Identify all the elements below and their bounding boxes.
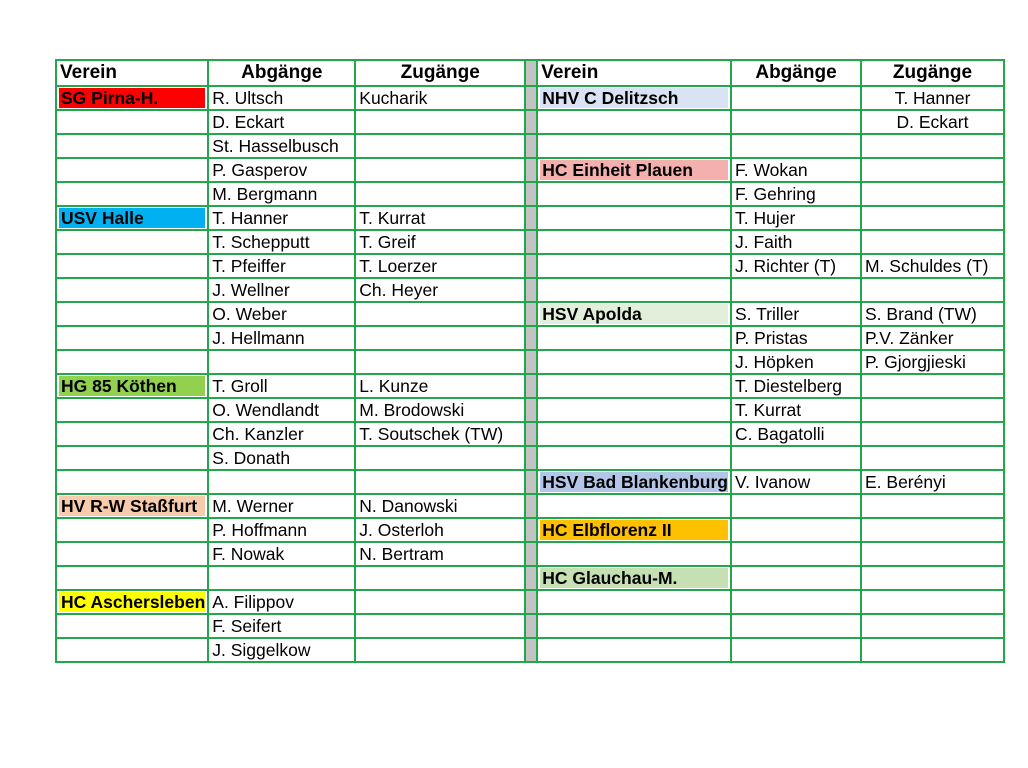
column-divider [525,590,537,614]
right-zugang-cell: E. Berényi [861,470,1004,494]
right-verein-cell [537,494,731,518]
club-label: HC Glauchau-M. [540,568,728,588]
left-abgang-cell [208,566,355,590]
transfer-table [55,59,1005,663]
header-row [56,60,1004,86]
column-divider [525,134,537,158]
right-verein-cell [537,542,731,566]
column-divider [525,422,537,446]
right-abgang-cell: T. Hujer [731,206,861,230]
left-zugang-cell: M. Brodowski [355,398,525,422]
right-verein-cell [537,230,731,254]
column-divider [525,326,537,350]
table-row [56,422,1004,446]
left-verein-cell [56,470,208,494]
left-verein-cell [56,614,208,638]
column-divider [525,278,537,302]
left-zugang-cell [355,470,525,494]
left-zugang-cell: L. Kunze [355,374,525,398]
right-abgang-cell [731,590,861,614]
table-row [56,350,1004,374]
club-label: HG 85 Köthen [59,376,205,396]
right-verein-cell [537,638,731,662]
right-verein-cell [537,518,731,542]
club-label: SG Pirna-H. [59,88,205,108]
right-abgang-cell: J. Richter (T) [731,254,861,278]
right-zugang-cell: P.V. Zänker [861,326,1004,350]
table-row [56,398,1004,422]
left-verein-cell [56,350,208,374]
right-abgang-cell [731,278,861,302]
column-divider [525,638,537,662]
column-divider [525,542,537,566]
left-verein-cell [56,206,208,230]
left-verein-cell [56,86,208,110]
left-abgang-cell: S. Donath [208,446,355,470]
right-zugang-cell: P. Gjorgjieski [861,350,1004,374]
right-zugang-cell [861,422,1004,446]
right-abgang-cell [731,110,861,134]
right-verein-cell [537,254,731,278]
left-verein-cell [56,494,208,518]
left-abgang-cell: M. Werner [208,494,355,518]
header-abgaenge-left: Abgänge [208,60,355,86]
left-verein-cell [56,422,208,446]
table-row [56,566,1004,590]
left-zugang-cell [355,134,525,158]
table-row [56,590,1004,614]
left-zugang-cell [355,326,525,350]
left-abgang-cell: R. Ultsch [208,86,355,110]
right-verein-cell [537,134,731,158]
left-verein-cell [56,134,208,158]
left-zugang-cell: N. Danowski [355,494,525,518]
right-abgang-cell [731,614,861,638]
left-verein-cell [56,182,208,206]
table-row [56,230,1004,254]
right-zugang-cell [861,158,1004,182]
left-zugang-cell: N. Bertram [355,542,525,566]
header-abgaenge-right: Abgänge [731,60,861,86]
left-abgang-cell: O. Wendlandt [208,398,355,422]
right-abgang-cell: C. Bagatolli [731,422,861,446]
right-abgang-cell [731,638,861,662]
left-verein-cell [56,590,208,614]
left-abgang-cell: F. Seifert [208,614,355,638]
right-zugang-cell [861,278,1004,302]
right-zugang-cell [861,374,1004,398]
left-abgang-cell: J. Wellner [208,278,355,302]
right-abgang-cell: J. Höpken [731,350,861,374]
header-zugaenge-right: Zugänge [861,60,1004,86]
left-abgang-cell: P. Hoffmann [208,518,355,542]
table-row [56,206,1004,230]
left-abgang-cell: O. Weber [208,302,355,326]
right-verein-cell [537,398,731,422]
column-divider [525,230,537,254]
right-verein-cell [537,422,731,446]
table-row [56,638,1004,662]
column-divider [525,566,537,590]
table-row [56,158,1004,182]
column-divider [525,614,537,638]
table-row [56,470,1004,494]
right-verein-cell [537,566,731,590]
right-abgang-cell: S. Triller [731,302,861,326]
left-verein-cell [56,230,208,254]
club-label: HSV Apolda [540,304,728,324]
club-label: HC Aschersleben [61,592,206,612]
left-zugang-cell: Ch. Heyer [355,278,525,302]
right-abgang-cell: F. Wokan [731,158,861,182]
right-verein-cell [537,110,731,134]
right-zugang-cell [861,446,1004,470]
right-zugang-cell [861,398,1004,422]
left-zugang-cell [355,158,525,182]
right-abgang-cell [731,542,861,566]
table-row [56,374,1004,398]
left-zugang-cell: T. Greif [355,230,525,254]
left-zugang-cell [355,614,525,638]
right-abgang-cell: F. Gehring [731,182,861,206]
column-divider [525,158,537,182]
table-row [56,302,1004,326]
right-zugang-cell [861,182,1004,206]
column-divider [525,86,537,110]
left-zugang-cell [355,350,525,374]
left-zugang-cell [355,446,525,470]
left-verein-cell [56,398,208,422]
right-verein-cell [537,278,731,302]
right-verein-cell [537,326,731,350]
left-abgang-cell [208,470,355,494]
right-abgang-cell [731,494,861,518]
right-abgang-cell [731,566,861,590]
left-verein-cell [56,638,208,662]
left-abgang-cell: Ch. Kanzler [208,422,355,446]
column-divider [525,374,537,398]
left-verein-cell [56,518,208,542]
right-zugang-cell [861,134,1004,158]
left-verein-cell [56,278,208,302]
column-divider [525,182,537,206]
right-zugang-cell [861,230,1004,254]
left-abgang-cell: T. Pfeiffer [208,254,355,278]
left-abgang-cell [208,350,355,374]
club-label: USV Halle [59,208,205,228]
table-row [56,110,1004,134]
table-row [56,326,1004,350]
left-verein-cell [56,302,208,326]
left-verein-cell [56,326,208,350]
column-divider [525,398,537,422]
left-zugang-cell: T. Kurrat [355,206,525,230]
left-zugang-cell: T. Soutschek (TW) [355,422,525,446]
right-verein-cell [537,446,731,470]
table-row [56,86,1004,110]
right-zugang-cell [861,542,1004,566]
right-abgang-cell [731,86,861,110]
column-divider [525,302,537,326]
right-verein-cell [537,374,731,398]
column-divider [525,110,537,134]
right-abgang-cell: T. Diestelberg [731,374,861,398]
left-abgang-cell: T. Hanner [208,206,355,230]
transfer-sheet [55,59,1005,663]
right-verein-cell [537,182,731,206]
right-zugang-cell [861,614,1004,638]
right-verein-cell [537,350,731,374]
table-row [56,278,1004,302]
left-abgang-cell: T. Groll [208,374,355,398]
table-row [56,494,1004,518]
column-divider [525,206,537,230]
left-abgang-cell: D. Eckart [208,110,355,134]
right-abgang-cell [731,518,861,542]
column-divider [525,60,537,86]
right-zugang-cell [861,590,1004,614]
left-verein-cell [56,158,208,182]
left-zugang-cell: T. Loerzer [355,254,525,278]
right-verein-cell [537,614,731,638]
right-verein-cell [537,302,731,326]
right-zugang-cell: D. Eckart [861,110,1004,134]
right-abgang-cell: V. Ivanow [731,470,861,494]
right-zugang-cell: S. Brand (TW) [861,302,1004,326]
column-divider [525,254,537,278]
left-zugang-cell [355,566,525,590]
header-zugaenge-left: Zugänge [355,60,525,86]
left-abgang-cell: St. Hasselbusch [208,134,355,158]
right-zugang-cell [861,494,1004,518]
table-row [56,182,1004,206]
left-verein-cell [56,254,208,278]
left-zugang-cell [355,638,525,662]
left-abgang-cell: T. Schepputt [208,230,355,254]
right-zugang-cell [861,638,1004,662]
left-abgang-cell: J. Hellmann [208,326,355,350]
right-abgang-cell: T. Kurrat [731,398,861,422]
left-verein-cell [56,542,208,566]
right-verein-cell [537,158,731,182]
left-abgang-cell: A. Filippov [208,590,355,614]
left-abgang-cell: P. Gasperov [208,158,355,182]
left-zugang-cell: J. Osterloh [355,518,525,542]
column-divider [525,350,537,374]
right-zugang-cell: T. Hanner [861,86,1004,110]
right-zugang-cell: M. Schuldes (T) [861,254,1004,278]
table-row [56,446,1004,470]
table-row [56,134,1004,158]
table-row [56,254,1004,278]
table-row [56,518,1004,542]
right-abgang-cell: J. Faith [731,230,861,254]
club-label: HC Elbflorenz II [540,520,728,540]
club-label: HC Einheit Plauen [540,160,728,180]
column-divider [525,470,537,494]
table-row [56,614,1004,638]
left-abgang-cell: M. Bergmann [208,182,355,206]
club-label: HSV Bad Blankenburg [542,472,728,492]
column-divider [525,518,537,542]
right-abgang-cell [731,134,861,158]
left-abgang-cell: J. Siggelkow [208,638,355,662]
right-verein-cell [537,590,731,614]
left-verein-cell [56,566,208,590]
right-verein-cell [537,470,731,494]
left-verein-cell [56,110,208,134]
left-zugang-cell [355,182,525,206]
header-verein-right: Verein [537,60,731,86]
right-zugang-cell [861,518,1004,542]
right-abgang-cell: P. Pristas [731,326,861,350]
right-abgang-cell [731,446,861,470]
club-label: NHV C Delitzsch [540,88,728,108]
left-verein-cell [56,374,208,398]
right-zugang-cell [861,206,1004,230]
left-zugang-cell [355,110,525,134]
header-verein-left: Verein [56,60,208,86]
left-zugang-cell: Kucharik [355,86,525,110]
left-verein-cell [56,446,208,470]
right-verein-cell [537,206,731,230]
left-zugang-cell [355,302,525,326]
club-label: HV R-W Staßfurt [59,496,205,516]
right-verein-cell [537,86,731,110]
table-row [56,542,1004,566]
left-abgang-cell: F. Nowak [208,542,355,566]
right-zugang-cell [861,566,1004,590]
column-divider [525,446,537,470]
left-zugang-cell [355,590,525,614]
column-divider [525,494,537,518]
